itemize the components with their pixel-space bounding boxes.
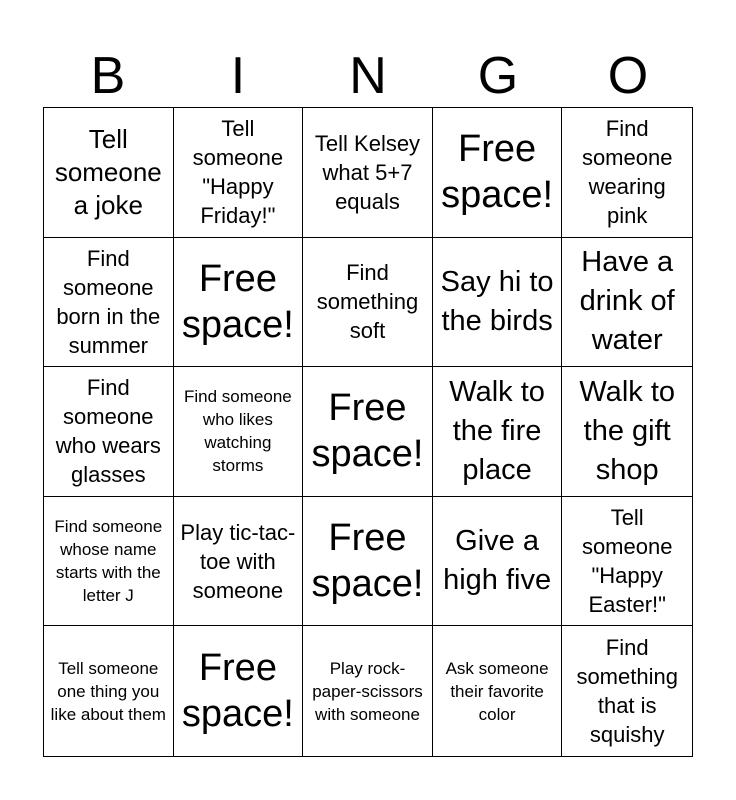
bingo-cell-text: Have a drink of water [579,246,675,357]
bingo-cell[interactable] [303,108,433,238]
header-letter-i: I [230,47,246,105]
bingo-cell[interactable] [433,367,563,497]
bingo-cell-text: Tell Kelsey what 5+7 equals [314,130,421,214]
bingo-cell-text: Walk to the gift shop [579,375,675,486]
bingo-cell[interactable] [174,367,304,497]
bingo-cell-text: Free space! [181,647,294,736]
bingo-cell-text: Say hi to the birds [440,265,554,337]
bingo-cell[interactable] [303,626,433,756]
bingo-header [43,46,693,106]
bingo-cell[interactable] [562,497,692,627]
bingo-card-grid [43,107,693,757]
header-letter-o: O [607,47,649,105]
bingo-cell-text: Find someone whose name starts with the letter J [54,517,163,606]
header-letter-b: B [90,47,126,105]
bingo-cell[interactable] [44,626,174,756]
bingo-cell-text: Tell someone a joke [54,123,162,220]
bingo-cell[interactable] [174,497,304,627]
header-letter-g: G [477,47,519,105]
bingo-cell[interactable] [433,497,563,627]
bingo-cell[interactable] [433,626,563,756]
bingo-cell-text: Walk to the fire place [449,375,545,486]
bingo-cell[interactable] [44,238,174,368]
bingo-cell-text: Play tic-tac-toe with someone [180,519,296,603]
bingo-cell-text: Tell someone "Happy Easter!" [581,505,673,618]
bingo-cell[interactable] [562,626,692,756]
bingo-cell-free-space[interactable] [174,238,304,368]
bingo-cell[interactable] [44,108,174,238]
bingo-cell-text: Free space! [181,257,294,346]
bingo-cell-text: Find something that is squishy [576,635,678,748]
bingo-cell[interactable] [562,238,692,368]
bingo-cell-free-space[interactable] [303,367,433,497]
bingo-cell-text: Play rock-paper-scissors with someone [312,658,423,724]
bingo-cell-text: Tell someone "Happy Friday!" [192,116,284,229]
bingo-cell-text: Find someone wearing pink [581,116,673,229]
bingo-cell[interactable] [562,108,692,238]
bingo-cell[interactable] [303,238,433,368]
bingo-cell[interactable] [44,497,174,627]
bingo-cell-text: Find someone born in the summer [56,245,161,358]
bingo-cell[interactable] [562,367,692,497]
bingo-cell[interactable] [433,238,563,368]
bingo-cell-text: Find someone who likes watching storms [184,387,292,476]
bingo-cell-free-space[interactable] [174,626,304,756]
bingo-cell-text: Tell someone one thing you like about them [50,658,166,724]
bingo-cell-text: Free space! [311,387,424,476]
bingo-cell-free-space[interactable] [433,108,563,238]
bingo-cell-text: Find something soft [316,260,419,344]
bingo-cell-text: Give a high five [443,525,552,597]
bingo-cell-text: Ask someone their favorite color [445,658,549,724]
bingo-cell-text: Free space! [311,517,424,606]
bingo-cell-text: Find someone who wears glasses [55,375,161,488]
header-letter-n: N [349,47,387,105]
bingo-cell[interactable] [44,367,174,497]
bingo-cell[interactable] [174,108,304,238]
bingo-cell-text: Free space! [441,128,554,217]
bingo-cell-free-space[interactable] [303,497,433,627]
